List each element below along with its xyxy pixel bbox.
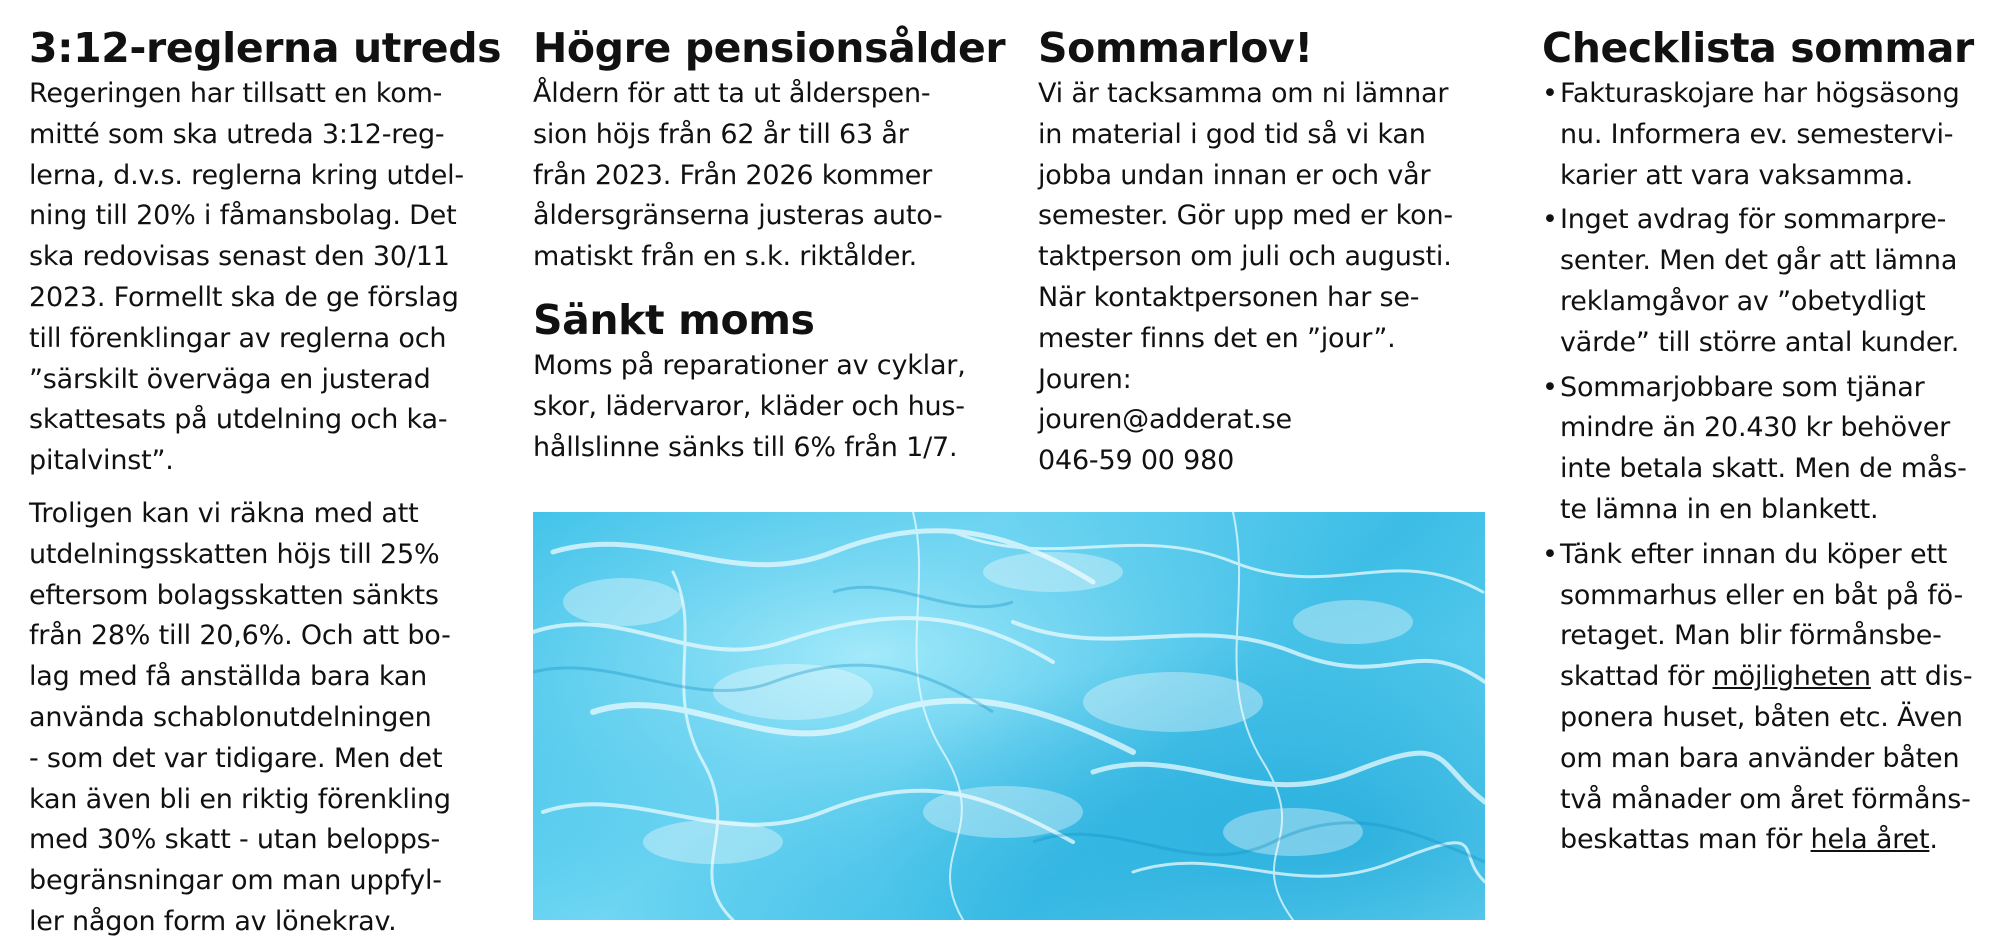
underlined-possibility: möjligheten	[1712, 661, 1871, 693]
checklist-item-text: Sommarjobbare som tjänar mindre än 20.430 kr behöver inte betala skatt. Men de mås- te lämna in en blankett.	[1560, 371, 1967, 525]
paragraph-lower-vat: Moms på reparationer av cyklar, skor, lädervaror, kläder och hus- hållslinne sänks till 6% från 1/7.	[533, 349, 966, 463]
heading-summer-break: Sommarlov!	[1038, 24, 1313, 72]
paragraph-summer-break: Vi är tacksamma om ni lämnar in material i god tid så vi kan jobba undan innan er och vår semester. Gör upp med er kon- taktperson om juli och augusti. När kontaktpersonen har se- mester finns det en ”jour”. Jouren: jouren@adderat.se 046-59 00 980	[1038, 78, 1453, 477]
checklist-item-text: Inget avdrag för sommarpre- senter. Men det går att lämna reklamgåvor av ”obetydligt värde” till större antal kunder.	[1560, 204, 1960, 358]
bullet-icon: •	[1542, 78, 1558, 109]
checklist-item-text-part: Tänk efter innan du köper ett sommarhus eller en båt på fö- retaget. Man blir förmånsbe- skattad för	[1560, 538, 1964, 693]
list-item	[1542, 368, 2002, 531]
paragraph-pension-age: Åldern för att ta ut ålderspen- sion höjs från 62 år till 63 år från 2023. Från 2026 kommer åldersgränserna justeras auto- matiskt från en s.k. riktålder.	[533, 78, 943, 273]
paragraph-312-forecast: Troligen kan vi räkna med att utdelningsskatten höjs till 25% eftersom bolagsskatten sänkts från 28% till 20,6%. Och att bo- lag med få anställda bara kan använda schablonutdelningen - som det var tidigare. Men det kan även bli en riktig förenkling med 30% skatt - utan belopps- begränsningar om man uppfyl- ler någon form av lönekrav.	[29, 497, 451, 937]
column-summer-break	[1038, 22, 1508, 482]
water-photo	[533, 512, 1485, 920]
heading-312-rules: 3:12-reglerna utreds	[29, 24, 502, 72]
column-312-rules	[29, 22, 502, 943]
checklist	[1542, 74, 2002, 861]
heading-lower-vat: Sänkt moms	[533, 295, 815, 344]
list-item	[1542, 535, 2002, 861]
list-item	[1542, 200, 2002, 363]
heading-pension-age: Högre pensionsålder	[533, 24, 1006, 72]
checklist-item-text-part: .	[1929, 824, 1938, 856]
bullet-icon: •	[1542, 204, 1558, 236]
checklist-item-text: Fakturaskojare har högsäsong nu. Informera ev. semestervi- karier att vara vaksamma.	[1560, 78, 1960, 191]
bullet-icon: •	[1542, 538, 1558, 570]
list-item	[1542, 74, 2002, 196]
paragraph-312-intro: Regeringen har tillsatt en kom- mitté som ska utreda 3:12-reg- lerna, d.v.s. reglerna kring utdel- ning till 20% i fåmansbolag. Det ska redovisas senast den 30/11 2023. Formellt ska de ge förslag till förenklingar av reglerna och ”särskilt överväga en justerad skattesats på utdelning och ka- pitalvinst”.	[29, 78, 464, 477]
heading-summer-checklist: Checklista sommar	[1542, 24, 1974, 72]
column-pension-vat	[533, 22, 1006, 468]
checklist-item-text	[1560, 535, 2002, 861]
underlined-whole-year: hela året	[1810, 824, 1930, 856]
checklist-item-text-part: att dis- ponera huset, båten etc. Även om man bara använder båten två månader om året förmåns- beskattas man för	[1560, 661, 1973, 856]
bullet-icon: •	[1542, 371, 1558, 403]
column-summer-checklist	[1542, 22, 2002, 865]
water-ripples-image	[533, 512, 1485, 920]
